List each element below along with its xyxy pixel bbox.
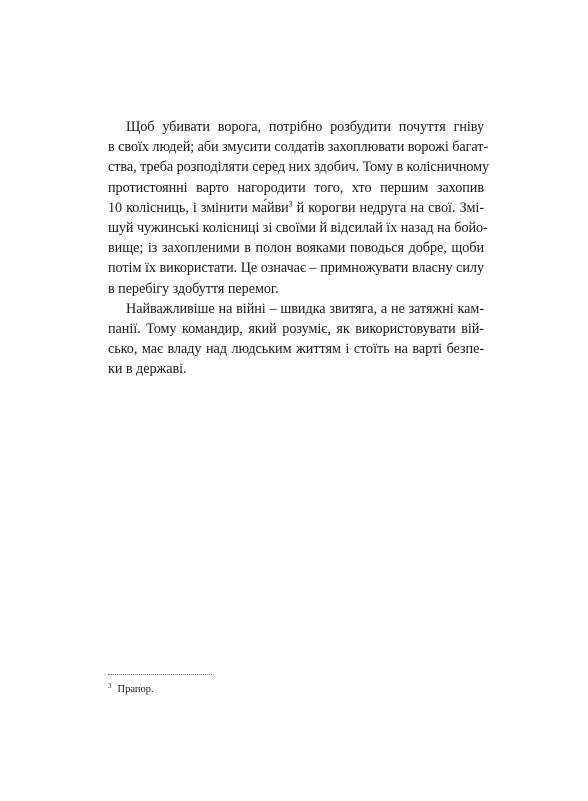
text-line: шуй чужинські колісниці зі своїми й відсилай їх назад на бойо- — [108, 220, 488, 237]
text-fragment: 10 колісниць, і змінити ма́йви — [108, 199, 289, 216]
text-line-with-footnote-ref — [108, 198, 484, 218]
footnote-reference[interactable]: 3 — [288, 199, 293, 209]
text-line: в своїх людей; аби змусити солдатів захоплювати ворожі багат- — [108, 139, 489, 156]
footnote-mark: 3 — [108, 681, 112, 690]
text-fragment: й корогви недруга на свої. Змі- — [292, 199, 484, 216]
main-text — [108, 117, 490, 380]
text-line: потім їх використати. Це означає – примножувати власну силу — [108, 260, 484, 277]
text-line: сько, має владу над людським життям і стоїть на варті безпе- — [108, 341, 484, 358]
paragraph-1 — [108, 117, 490, 299]
text-line: ки в державі. — [108, 361, 187, 378]
footnote-text: Прапор. — [117, 684, 154, 695]
footnote-divider — [108, 674, 212, 675]
text-line: ства, треба розподіляти серед них здобич. Тому в колісничному — [108, 159, 490, 176]
text-line: в перебігу здобуття перемог. — [108, 280, 279, 297]
text-line: вище; із захопленими в полон вояками поводься добре, щоби — [108, 240, 484, 257]
footnote — [108, 683, 154, 697]
text-line: Найважливіше на війні – швидка звитяга, а не затяжні кам- — [126, 300, 484, 317]
text-line: протистоянні варто нагородити того, хто першим захопив — [108, 179, 484, 196]
paragraph-2 — [108, 299, 484, 380]
text-line: Щоб убивати ворога, потрібно розбудити почуття гніву — [126, 119, 484, 135]
text-line: панії. Тому командир, який розуміє, як використовувати вій- — [108, 321, 484, 338]
